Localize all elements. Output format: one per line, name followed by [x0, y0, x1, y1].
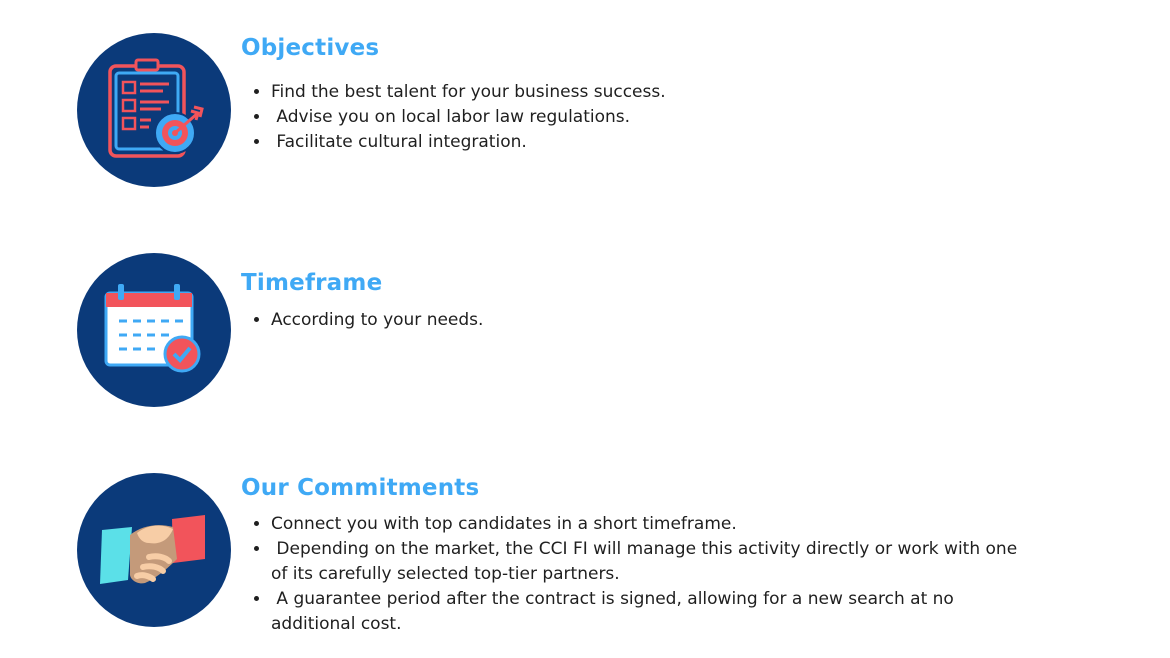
timeframe-icon-circle — [77, 253, 231, 407]
list-item: • Advise you on local labor law regulations. — [271, 105, 666, 130]
objectives-list — [252, 80, 666, 155]
handshake-icon — [77, 473, 231, 627]
list-item: • Depending on the market, the CCI FI will manage this activity directly or work with one of its carefully selected top-tier partners. — [271, 537, 1031, 587]
section-heading: Our Commitments — [241, 475, 480, 501]
timeframe-list — [252, 308, 483, 333]
list-item: • Connect you with top candidates in a short timeframe. — [271, 512, 1031, 537]
list-item: • According to your needs. — [271, 308, 483, 333]
objectives-icon-circle — [77, 33, 231, 187]
calendar-check-icon — [77, 253, 231, 407]
list-item: • A guarantee period after the contract is signed, allowing for a new search at no additional cost. — [271, 587, 1031, 637]
list-item: • Facilitate cultural integration. — [271, 130, 666, 155]
section-heading: Objectives — [241, 35, 380, 61]
commitments-icon-circle — [77, 473, 231, 627]
list-item: • Find the best talent for your business success. — [271, 80, 666, 105]
commitments-list — [252, 512, 1031, 637]
section-heading: Timeframe — [241, 270, 383, 296]
clipboard-target-icon — [77, 33, 231, 187]
